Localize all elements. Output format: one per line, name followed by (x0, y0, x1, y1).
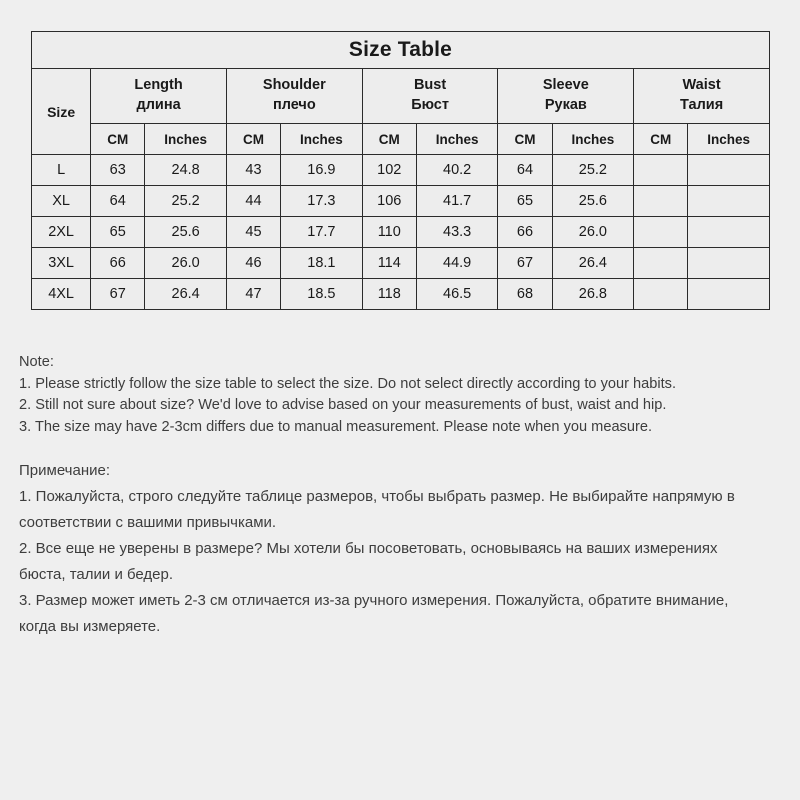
cell-bust-cm: 114 (362, 248, 416, 279)
column-group-bust (362, 69, 498, 124)
cell-length-cm: 64 (91, 186, 145, 217)
row-size-label: L (32, 155, 91, 186)
unit-header-bust-cm: CM (362, 124, 416, 155)
row-size-label: 2XL (32, 217, 91, 248)
cell-sleeve-cm: 66 (498, 217, 552, 248)
column-group-shoulder-en: Shoulder (262, 77, 326, 94)
cell-sleeve-cm: 65 (498, 186, 552, 217)
cell-bust-inches: 46.5 (416, 279, 498, 310)
column-group-length-en: Length (134, 77, 183, 94)
cell-waist-inches (688, 155, 770, 186)
unit-header-waist-inches: Inches (688, 124, 770, 155)
cell-waist-inches (688, 248, 770, 279)
cell-waist-cm (634, 279, 688, 310)
column-group-length (91, 69, 227, 124)
cell-length-cm: 67 (91, 279, 145, 310)
notes-russian-line-3: 3. Размер может иметь 2-3 см отличается из-за ручного измерения. Пожалуйста, обратите внимание, когда вы измеряете. (19, 592, 729, 635)
cell-waist-cm (634, 155, 688, 186)
column-group-shoulder (226, 69, 362, 124)
cell-shoulder-inches: 17.7 (281, 217, 363, 248)
notes-english-heading: Note: (19, 354, 54, 370)
unit-header-sleeve-inches: Inches (552, 124, 634, 155)
cell-length-inches: 24.8 (145, 155, 227, 186)
cell-bust-cm: 118 (362, 279, 416, 310)
column-group-length-ru: длина (136, 97, 181, 113)
cell-length-inches: 26.0 (145, 248, 227, 279)
table-row (32, 279, 770, 310)
notes-english (19, 352, 785, 438)
column-group-sleeve-en: Sleeve (542, 77, 589, 94)
table-row (32, 217, 770, 248)
unit-header-bust-inches: Inches (416, 124, 498, 155)
unit-header-length-cm: CM (91, 124, 145, 155)
table-group-header-row (32, 69, 770, 124)
cell-length-inches: 26.4 (145, 279, 227, 310)
cell-waist-inches (688, 217, 770, 248)
cell-bust-cm: 106 (362, 186, 416, 217)
cell-length-cm: 65 (91, 217, 145, 248)
notes-english-line-3: 3. The size may have 2-3cm differs due to manual measurement. Please note when you measure. (19, 418, 653, 435)
cell-waist-inches (688, 186, 770, 217)
cell-sleeve-cm: 68 (498, 279, 552, 310)
size-table (31, 31, 770, 310)
cell-sleeve-inches: 26.4 (552, 248, 634, 279)
table-title-row (32, 32, 770, 69)
cell-shoulder-inches: 18.5 (281, 279, 363, 310)
column-group-bust-en: Bust (413, 77, 447, 94)
size-table-container (31, 31, 770, 310)
unit-header-waist-cm: CM (634, 124, 688, 155)
table-title: Size Table (32, 32, 770, 69)
cell-shoulder-cm: 43 (226, 155, 280, 186)
cell-sleeve-cm: 67 (498, 248, 552, 279)
cell-sleeve-inches: 26.8 (552, 279, 634, 310)
column-group-waist-ru: Талия (680, 97, 724, 113)
column-group-sleeve (498, 69, 634, 124)
cell-shoulder-cm: 46 (226, 248, 280, 279)
notes-russian-heading: Примечание: (19, 462, 110, 479)
row-size-label: 3XL (32, 248, 91, 279)
column-group-waist-en: Waist (682, 77, 721, 94)
cell-sleeve-cm: 64 (498, 155, 552, 186)
row-size-label: 4XL (32, 279, 91, 310)
cell-waist-inches (688, 279, 770, 310)
cell-shoulder-inches: 18.1 (281, 248, 363, 279)
cell-sleeve-inches: 25.2 (552, 155, 634, 186)
cell-bust-inches: 44.9 (416, 248, 498, 279)
notes-english-line-1: 1. Please strictly follow the size table to select the size. Do not select directly according to your habits. (19, 375, 677, 392)
table-row (32, 248, 770, 279)
cell-length-inches: 25.6 (145, 217, 227, 248)
cell-waist-cm (634, 186, 688, 217)
table-row (32, 155, 770, 186)
unit-header-sleeve-cm: CM (498, 124, 552, 155)
cell-bust-inches: 40.2 (416, 155, 498, 186)
unit-header-shoulder-cm: CM (226, 124, 280, 155)
cell-shoulder-inches: 16.9 (281, 155, 363, 186)
cell-bust-inches: 43.3 (416, 217, 498, 248)
unit-header-shoulder-inches: Inches (281, 124, 363, 155)
cell-shoulder-cm: 45 (226, 217, 280, 248)
column-group-shoulder-ru: плечо (272, 97, 316, 113)
notes-russian (19, 458, 759, 640)
cell-waist-cm (634, 217, 688, 248)
column-header-size: Size (32, 69, 91, 155)
cell-sleeve-inches: 26.0 (552, 217, 634, 248)
notes-russian-line-2: 2. Все еще не уверены в размере? Мы хотели бы посоветовать, основываясь на ваших измерениях бюста, талии и бедер. (19, 540, 718, 583)
cell-bust-cm: 110 (362, 217, 416, 248)
column-group-bust-ru: Бюст (411, 97, 449, 113)
table-row (32, 186, 770, 217)
notes-russian-line-1: 1. Пожалуйста, строго следуйте таблице размеров, чтобы выбрать размер. Не выбирайте напрямую в соответствии с вашими привычками. (19, 488, 735, 531)
cell-length-inches: 25.2 (145, 186, 227, 217)
cell-bust-cm: 102 (362, 155, 416, 186)
cell-length-cm: 63 (91, 155, 145, 186)
cell-waist-cm (634, 248, 688, 279)
cell-length-cm: 66 (91, 248, 145, 279)
cell-shoulder-cm: 44 (226, 186, 280, 217)
column-group-sleeve-ru: Рукав (544, 97, 587, 113)
cell-shoulder-inches: 17.3 (281, 186, 363, 217)
notes-english-line-2: 2. Still not sure about size? We'd love to advise based on your measurements of bust, waist and hip. (19, 397, 667, 413)
table-unit-header-row (32, 124, 770, 155)
column-group-waist (634, 69, 770, 124)
cell-bust-inches: 41.7 (416, 186, 498, 217)
row-size-label: XL (32, 186, 91, 217)
cell-sleeve-inches: 25.6 (552, 186, 634, 217)
cell-shoulder-cm: 47 (226, 279, 280, 310)
unit-header-length-inches: Inches (145, 124, 227, 155)
